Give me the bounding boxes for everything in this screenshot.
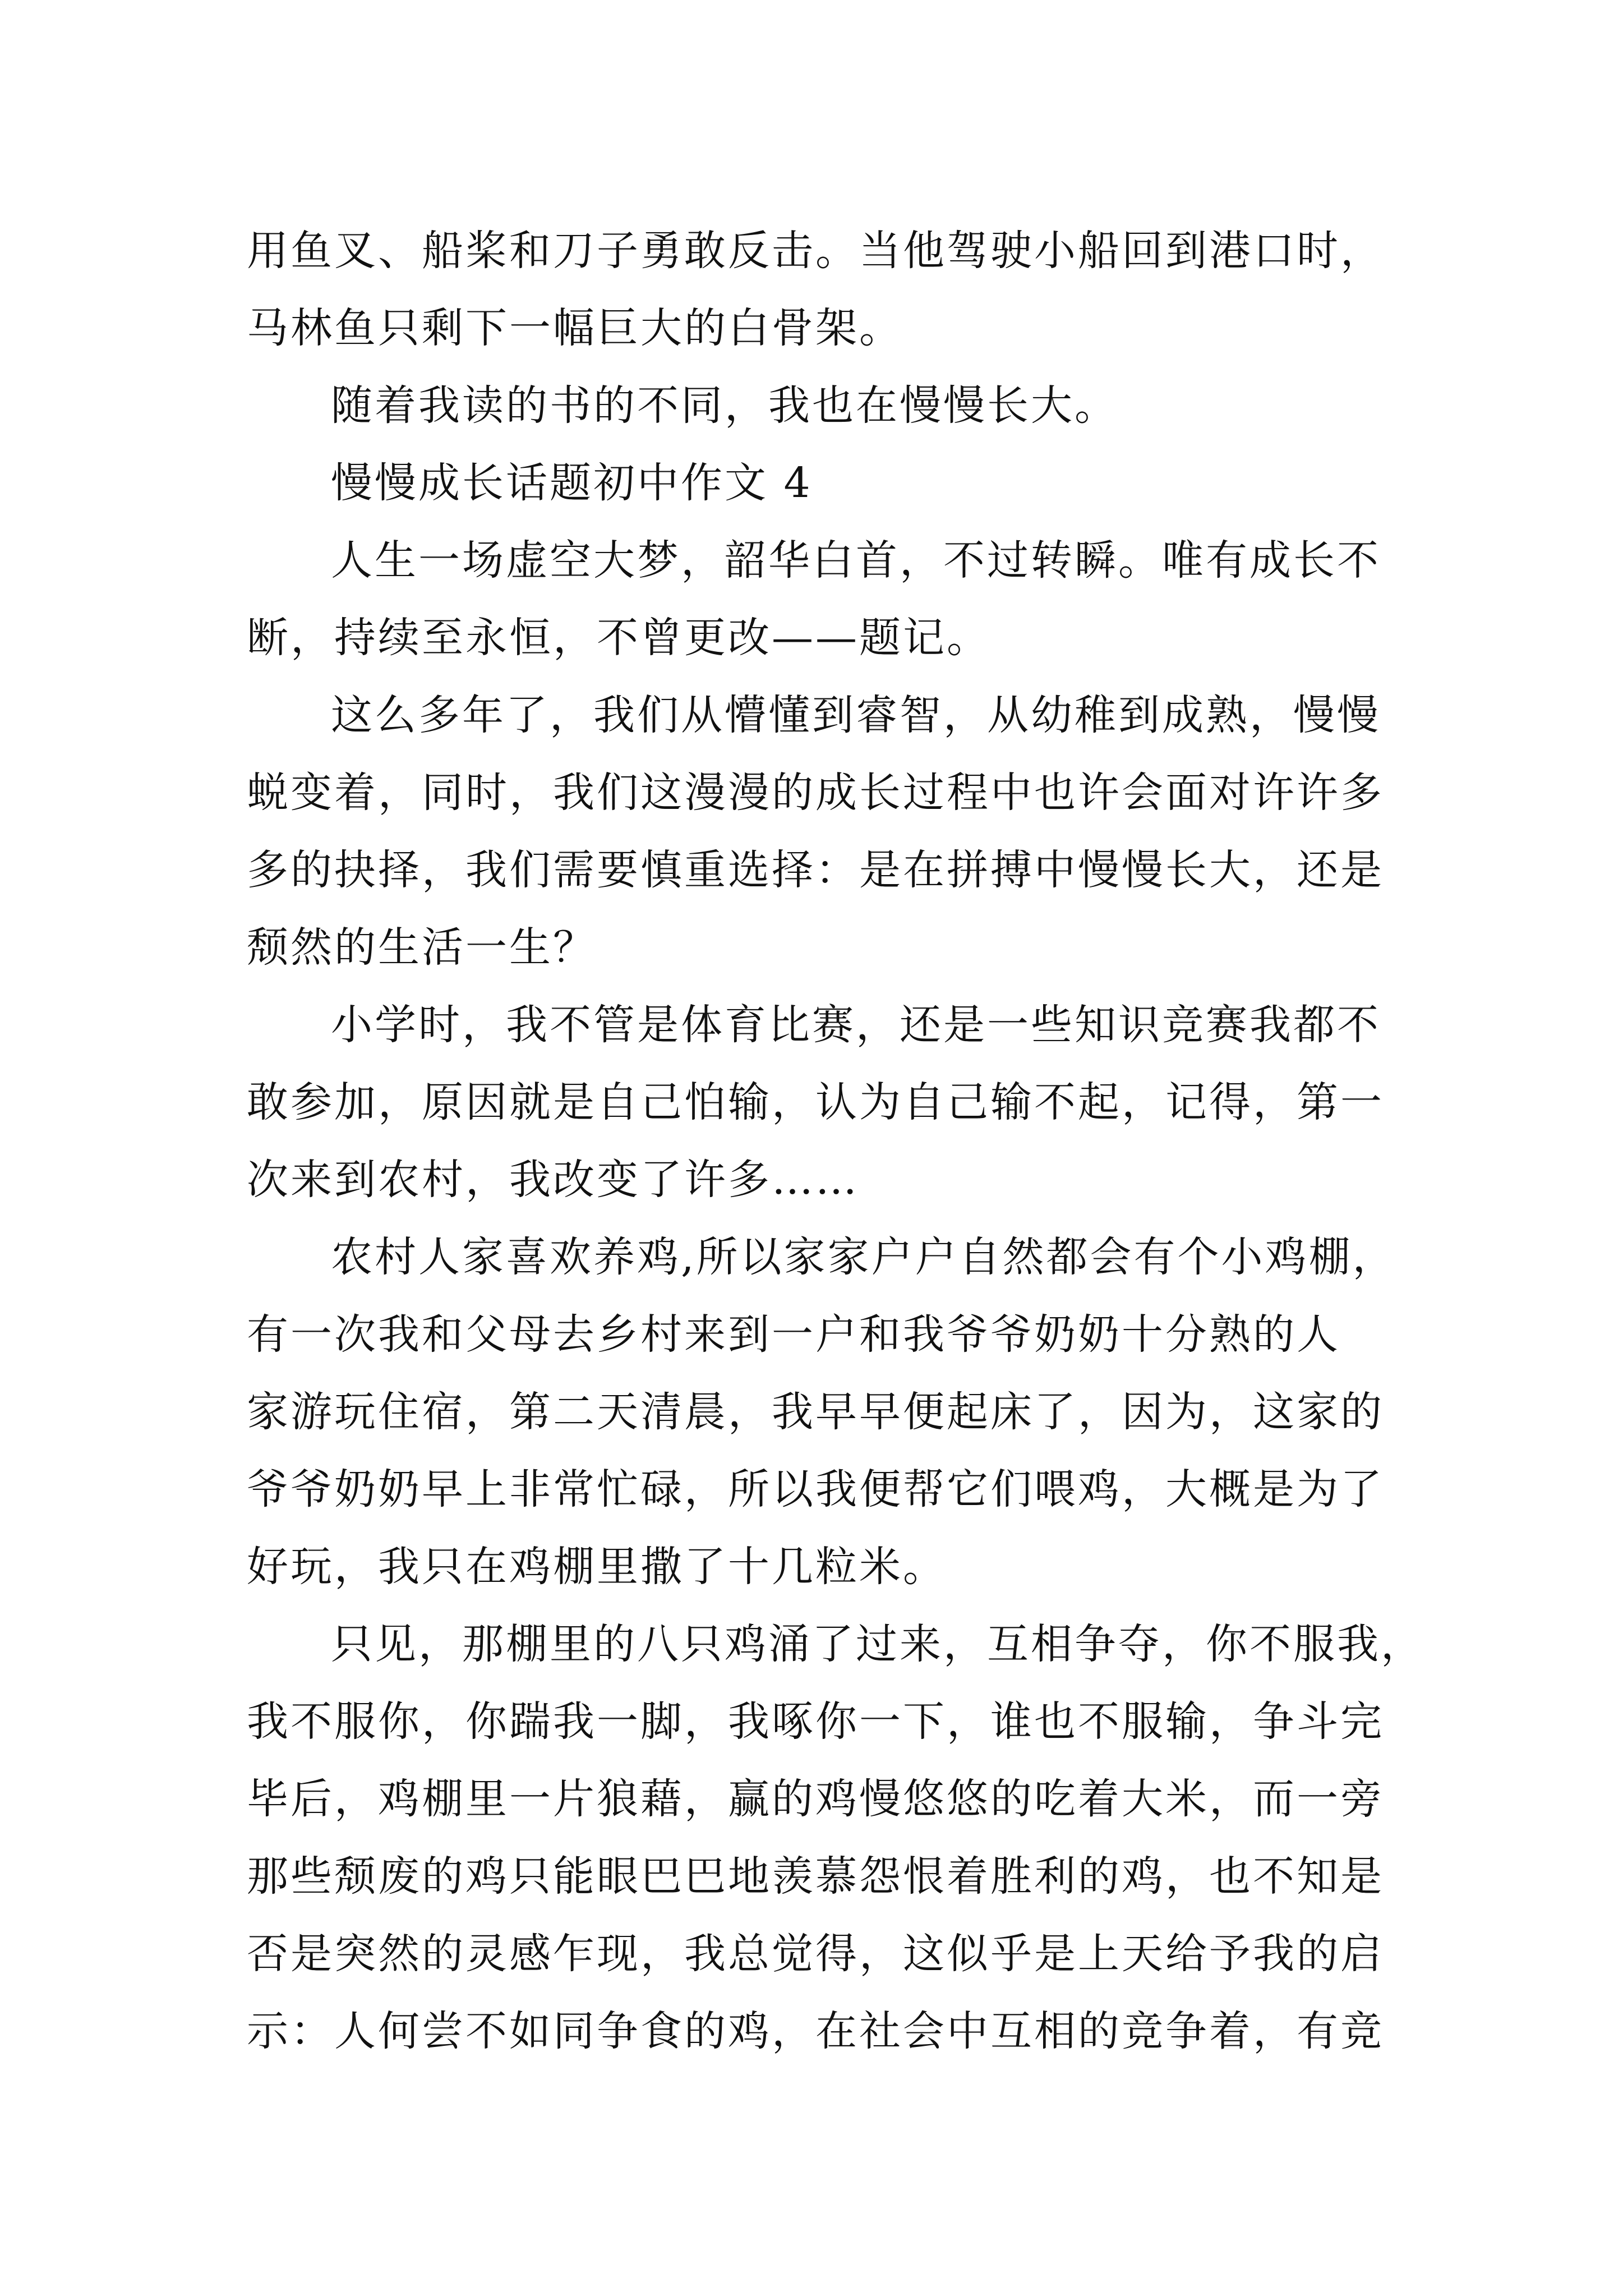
text-line: 我不服你，你踹我一脚，我啄你一下，谁也不服输，争斗完 <box>247 1697 1384 1746</box>
text-line: 那些颓废的鸡只能眼巴巴地羡慕怨恨着胜利的鸡，也不知是 <box>247 1852 1384 1901</box>
document-body <box>247 212 1424 2070</box>
text-line: 小学时，我不管是体育比赛，还是一些知识竞赛我都不 <box>331 1001 1381 1049</box>
text-line: 家游玩住宿，第二天清晨，我早早便起床了，因为，这家的 <box>247 1388 1384 1436</box>
text-line: 爷爷奶奶早上非常忙碌，所以我便帮它们喂鸡，大概是为了 <box>247 1465 1384 1513</box>
text-line: 人生一场虚空大梦，韶华白首，不过转瞬。唯有成长不 <box>331 536 1381 585</box>
text-line: 蜕变着，同时，我们这漫漫的成长过程中也许会面对许许多 <box>247 769 1384 817</box>
text-line: 次来到农村，我改变了许多…… <box>247 1156 859 1204</box>
text-line: 毕后，鸡棚里一片狼藉，赢的鸡慢悠悠的吃着大米，而一旁 <box>247 1775 1384 1823</box>
text-line: 示：人何尝不如同争食的鸡，在社会中互相的竞争着，有竞 <box>247 2007 1384 2055</box>
text-line: 用鱼叉、船桨和刀子勇敢反击。当他驾驶小船回到港口时， <box>247 227 1384 275</box>
text-line: 只见，那棚里的八只鸡涌了过来，互相争夺，你不服我， <box>331 1620 1424 1668</box>
text-line: 好玩，我只在鸡棚里撒了十几粒米。 <box>247 1543 947 1591</box>
text-line: 断，持续至永恒，不曾更改——题记。 <box>247 614 990 662</box>
text-line: 马林鱼只剩下一幅巨大的白骨架。 <box>247 304 903 352</box>
text-line: 随着我读的书的不同，我也在慢慢长大。 <box>331 381 1118 430</box>
text-line: 敢参加，原因就是自己怕输，认为自己输不起，记得，第一 <box>247 1078 1384 1126</box>
text-line: 农村人家喜欢养鸡,所以家家户户自然都会有个小鸡棚， <box>331 1233 1396 1281</box>
text-line: 有一次我和父母去乡村来到一户和我爷爷奶奶十分熟的人 <box>247 1310 1340 1359</box>
section-heading: 慢慢成长话题初中作文 4 <box>331 459 813 507</box>
text-line: 这么多年了，我们从懵懂到睿智，从幼稚到成熟，慢慢 <box>331 691 1381 739</box>
text-line: 否是突然的灵感乍现，我总觉得，这似乎是上天给予我的启 <box>247 1930 1384 1978</box>
text-line: 颓然的生活一生？ <box>247 923 597 972</box>
text-line: 多的抉择，我们需要慎重选择：是在拼搏中慢慢长大，还是 <box>247 846 1384 894</box>
